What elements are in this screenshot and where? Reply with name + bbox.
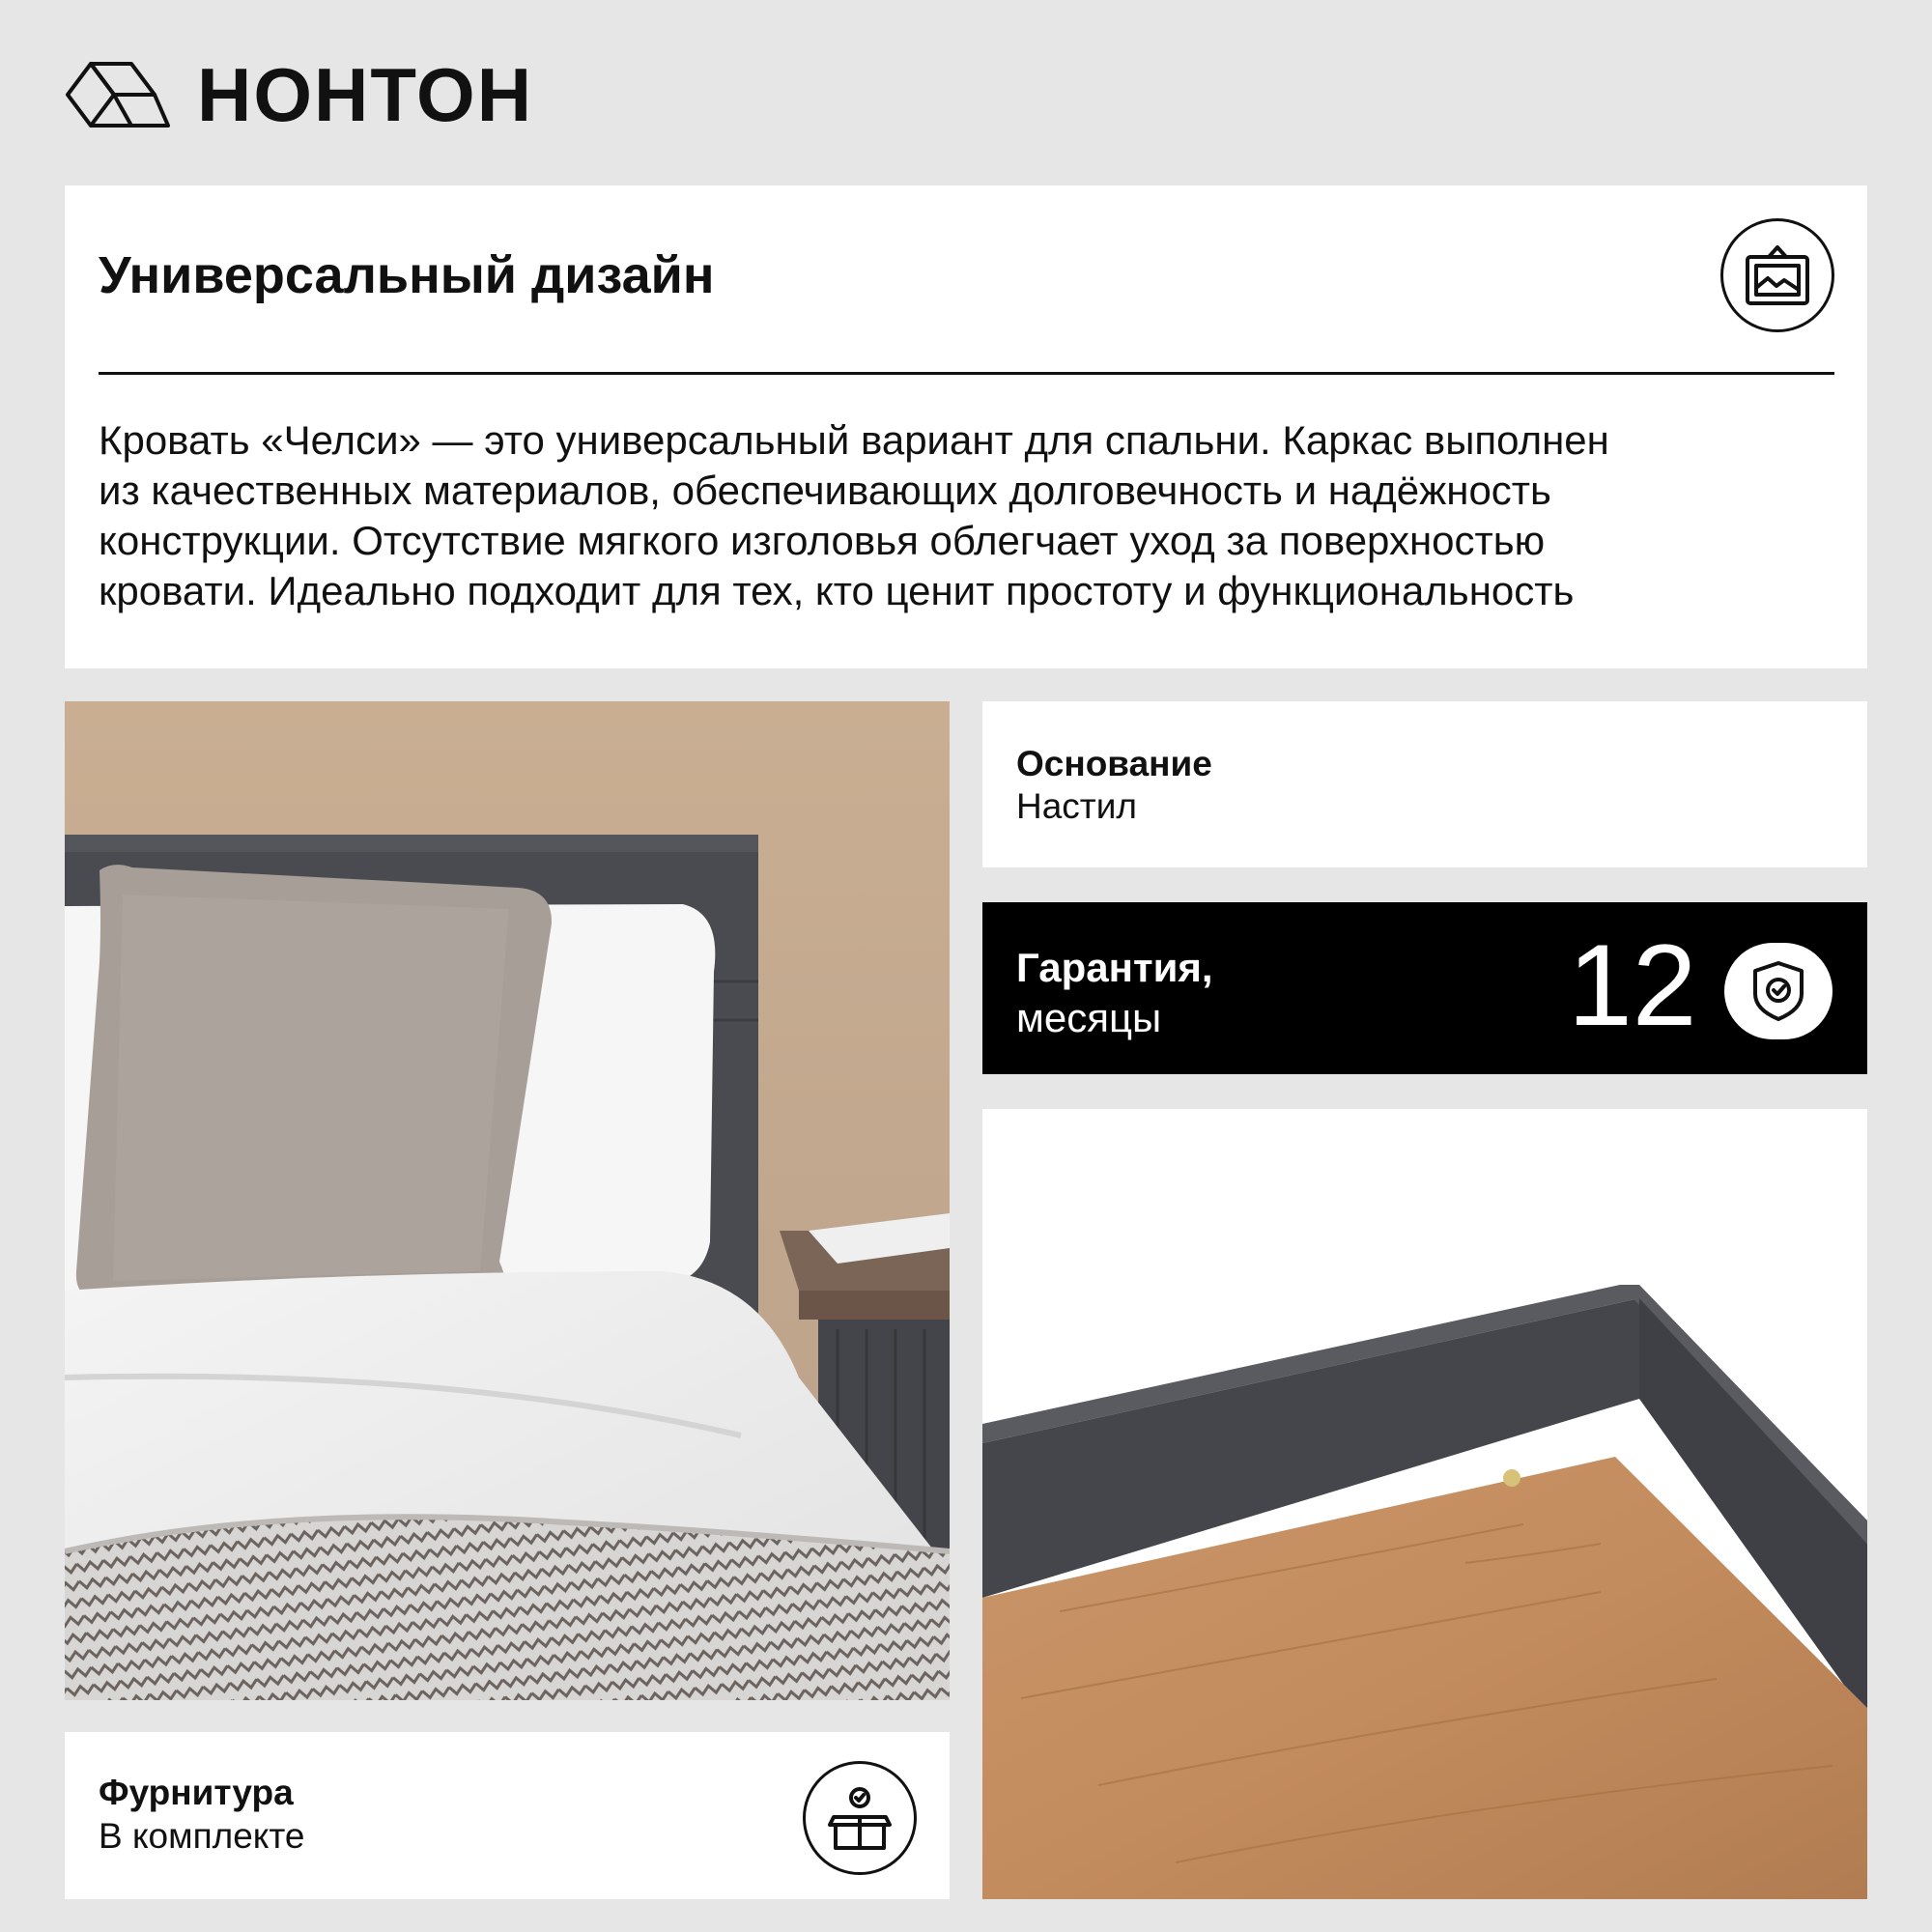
- brand-name: НОНТОН: [197, 52, 534, 137]
- intro-divider: [99, 372, 1834, 375]
- intro-line-4: кровати. Идеально подходит для тех, кто ценит простоту и функциональность: [99, 568, 1575, 613]
- warranty-months: 12: [1568, 921, 1697, 1050]
- box-check-icon: [803, 1761, 917, 1875]
- bedroom-photo: [65, 701, 950, 1700]
- base-spec-value: Настил: [1016, 786, 1138, 826]
- brand-logo: [64, 52, 534, 137]
- bed-base-closeup-photo: [982, 1109, 1867, 1899]
- intro-card: [65, 185, 1867, 668]
- shield-check-icon: [1724, 943, 1833, 1039]
- warranty-unit: месяцы: [1016, 995, 1162, 1040]
- intro-line-3: конструкции. Отсутствие мягкого изголовья облегчает уход за поверхностью: [99, 518, 1546, 563]
- intro-title: Универсальный дизайн: [99, 246, 715, 304]
- intro-description: [99, 415, 1837, 616]
- warranty-label: Гарантия,: [1016, 945, 1213, 990]
- hardware-value: В комплекте: [99, 1816, 305, 1856]
- nonton-logo-icon: [64, 56, 170, 133]
- picture-frame-icon: [1720, 218, 1834, 332]
- intro-line-1: Кровать «Челси» — это универсальный вариант для спальни. Каркас выполнен: [99, 417, 1609, 463]
- warranty-card: [982, 902, 1867, 1074]
- hardware-label: Фурнитура: [99, 1773, 294, 1812]
- hardware-card: [65, 1732, 950, 1899]
- base-spec-label: Основание: [1016, 744, 1212, 783]
- bedroom-illustration: [65, 701, 950, 1700]
- bed-base-illustration: [982, 1109, 1867, 1899]
- base-spec-card: [982, 701, 1867, 867]
- intro-line-2: из качественных материалов, обеспечивающих долговечность и надёжность: [99, 468, 1551, 513]
